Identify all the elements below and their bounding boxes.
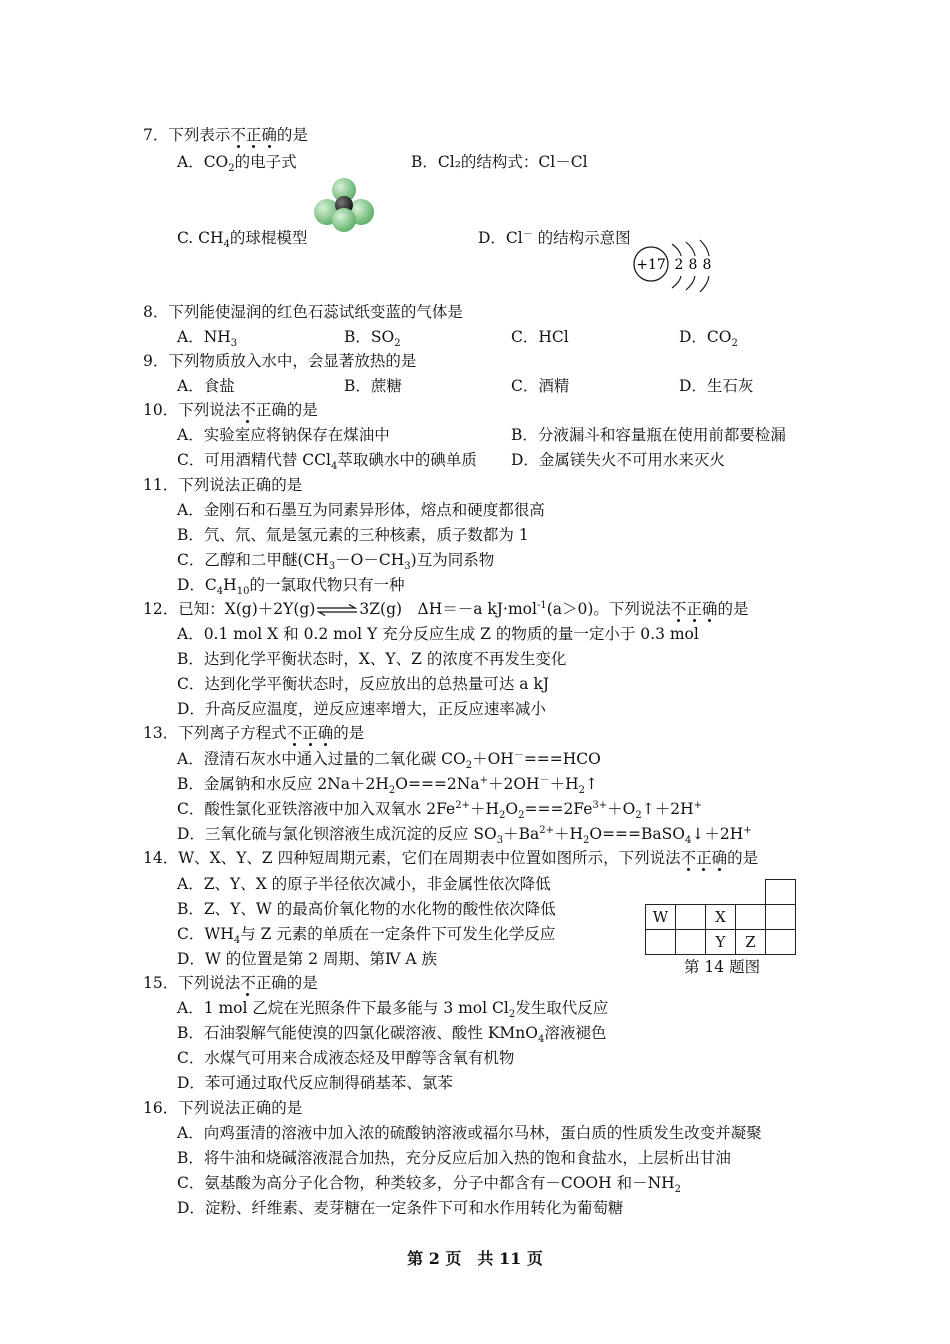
table-cell: Z <box>736 930 766 955</box>
q7-option-a: A．$CO_2$的电子式 <box>177 153 297 175</box>
q11-option-d: D．$C_4H_{10}$的一氯取代物只有一种 <box>177 576 405 598</box>
q10-option-a: A．实验室应将钠保存在煤油中 <box>177 426 390 444</box>
q12-option-a: A．0.1 mol X 和 0.2 mol Y 充分反应生成 Z 的物质的量一定小于 0.3 mol <box>177 625 699 643</box>
q7-option-d: D．Cl－ 的结构示意图 <box>478 228 631 247</box>
periodic-table-fragment <box>645 879 796 955</box>
q10-stem: 10．下列说法不正确的是 <box>143 401 318 419</box>
ch4-ball-stick-model-image <box>313 176 375 234</box>
q16-option-d: D．淀粉、纤维素、麦芽糖在一定条件下可和水作用转化为葡萄糖 <box>177 1199 624 1217</box>
q10-option-d: D．金属镁失火不可用水来灭火 <box>511 451 725 469</box>
q15-stem: 15．下列说法不正确的是 <box>143 974 318 992</box>
q7-option-c: C. $CH_4$的球棍模型 <box>177 229 308 251</box>
table-cell: W <box>646 905 676 930</box>
q13-option-a: A．澄清石灰水中通入过量的二氧化碳 $CO_2+OH^-===HCO$ <box>177 749 601 772</box>
table-cell <box>766 930 796 955</box>
table-row <box>646 880 796 905</box>
q12-option-d: D．升高反应温度，逆反应速率增大，正反应速率减小 <box>177 700 546 718</box>
shell-2-electrons: 8 <box>688 257 698 273</box>
table-row <box>646 905 796 930</box>
q15-option-b: B．石油裂解气能使溴的四氯化碳溶液、酸性 KMnO$_4$溶液褪色 <box>177 1024 607 1046</box>
q11-option-b: B．氕、氘、氚是氢元素的三种核素，质子数都为 1 <box>177 526 529 544</box>
q8-stem: 8．下列能使湿润的红色石蕊试纸变蓝的气体是 <box>143 303 463 321</box>
q13-stem: 13．下列离子方程式不正确的是 <box>143 724 365 742</box>
table-cell <box>766 880 796 905</box>
q13-option-d: D．三氧化硫与氯化钡溶液生成沉淀的反应 $SO_3+Ba^{2+}+H_2O===BaSO_4↓+2H^+$ <box>177 824 752 847</box>
q14-option-b: B．Z、Y、W 的最高价氧化物的水化物的酸性依次降低 <box>177 900 556 918</box>
q11-option-a: A．金刚石和石墨互为同素异形体，熔点和硬度都很高 <box>177 501 545 519</box>
q13-option-c: C．酸性氯化亚铁溶液中加入双氧水 $2Fe^{2+}+H_2O_2===2Fe^{3+}+O_2↑+2H^+$ <box>177 799 702 822</box>
table-cell: X <box>706 905 736 930</box>
q9-option-b: B．蔗糖 <box>344 377 402 395</box>
q12-stem: 12．已知：X(g)＋2Y(g) 3Z(g) ΔH＝－a kJ·mol$^{-1}$(a＞0)。下列说法不正确的是 <box>143 599 749 618</box>
q16-stem: 16．下列说法正确的是 <box>143 1099 303 1117</box>
page-footer: 第 2 页 共 11 页 <box>407 1249 543 1268</box>
table-cell: Y <box>706 930 736 955</box>
q15-option-c: C．水煤气可用来合成液态烃及甲醇等含氧有机物 <box>177 1049 515 1067</box>
q7-option-b: B．Cl₂的结构式：Cl－Cl <box>411 153 588 171</box>
nucleus-label: +17 <box>636 257 666 273</box>
q8-option-a: A．$NH_3$ <box>177 328 238 350</box>
cl-ion-structure-diagram <box>632 236 718 296</box>
shell-1-electrons: 2 <box>674 257 684 273</box>
q14-option-c: C．$WH_4$与 Z 元素的单质在一定条件下可发生化学反应 <box>177 925 556 947</box>
table-cell <box>736 905 766 930</box>
q12-option-b: B．达到化学平衡状态时，X、Y、Z 的浓度不再发生变化 <box>177 650 567 668</box>
q14-option-a: A．Z、Y、X 的原子半径依次减小，非金属性依次降低 <box>177 875 551 893</box>
table-cell <box>676 930 706 955</box>
table-cell <box>766 905 796 930</box>
table-row <box>646 930 796 955</box>
q16-option-c: C．氨基酸为高分子化合物，种类较多，分子中都含有－COOH 和$-NH_2$ <box>177 1174 682 1196</box>
q7-stem: 7．下列表示不正确的是 <box>143 126 308 144</box>
shell-3-electrons: 8 <box>702 257 712 273</box>
q16-option-a: A．向鸡蛋清的溶液中加入浓的硫酸钠溶液或福尔马林，蛋白质的性质发生改变并凝聚 <box>177 1124 762 1142</box>
q11-stem: 11．下列说法正确的是 <box>143 476 303 494</box>
q11-option-c: C．乙醇和二甲醚$(CH_3-O-CH_3)$互为同系物 <box>177 551 495 573</box>
q13-option-b: B．金属钠和水反应 $2Na+2H_2O===2Na^++2OH^-+H_2↑$ <box>177 774 598 797</box>
q15-option-d: D．苯可通过取代反应制得硝基苯、氯苯 <box>177 1074 453 1092</box>
q9-option-d: D．生石灰 <box>679 377 754 395</box>
q8-option-d: D．$CO_2$ <box>679 328 738 350</box>
q12-option-c: C．达到化学平衡状态时，反应放出的总热量可达 a kJ <box>177 675 550 693</box>
q8-option-c: C．HCl <box>511 328 569 346</box>
q8-option-b: B．$SO_2$ <box>344 328 401 350</box>
q10-option-c: C．可用酒精代替 CCl$_4$萃取碘水中的碘单质 <box>177 451 477 473</box>
q14-figure-caption: 第 14 题图 <box>684 958 761 976</box>
q9-option-a: A．食盐 <box>177 377 235 395</box>
q9-option-c: C．酒精 <box>511 377 570 395</box>
q16-option-b: B．将牛油和烧碱溶液混合加热，充分反应后加入热的饱和食盐水，上层析出甘油 <box>177 1149 731 1167</box>
q9-stem: 9．下列物质放入水中，会显著放热的是 <box>143 352 417 370</box>
q14-stem: 14．W、X、Y、Z 四种短周期元素，它们在周期表中位置如图所示，下列说法不正确的是 <box>143 849 759 867</box>
table-cell <box>676 905 706 930</box>
equilibrium-arrow-icon <box>315 604 359 616</box>
q10-option-b: B．分液漏斗和容量瓶在使用前都要检漏 <box>511 426 786 444</box>
table-cell <box>646 930 676 955</box>
q14-option-d: D．W 的位置是第 2 周期、第Ⅳ A 族 <box>177 950 438 968</box>
q15-option-a: A．1 mol 乙烷在光照条件下最多能与 3 mol $Cl_2$发生取代反应 <box>177 999 609 1021</box>
